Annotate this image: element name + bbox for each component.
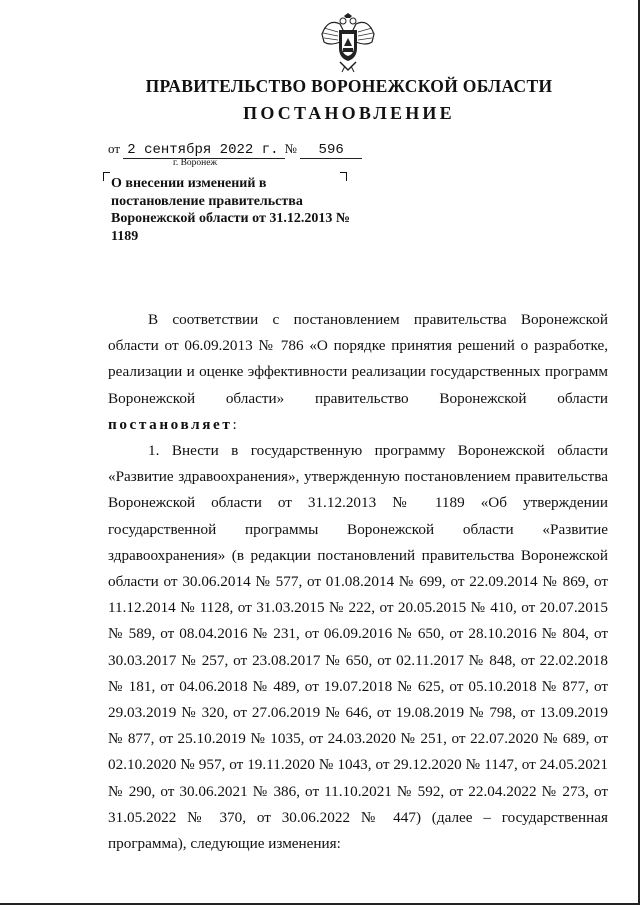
- city: г. Воронеж: [173, 158, 218, 168]
- government-title: ПРАВИТЕЛЬСТВО ВОРОНЕЖСКОЙ ОБЛАСТИ: [145, 76, 553, 96]
- intro-paragraph: [108, 307, 608, 438]
- document-number: 596: [318, 142, 344, 158]
- document-subject: О внесении изменений в постановление правительства Воронежской области от 31.12.2013 № 1189: [111, 176, 350, 244]
- coat-of-arms-icon: [318, 12, 378, 74]
- item-1-paragraph: 1. Внести в государственную программу Воронежской области «Развитие здравоохранения», утвержденную постановлением правительства Воронежской области от 31.12.2013 № 1189 «Об утверждении государственной программы Воронежской области «Развитие здравоохранения» (в редакции постановлений правительства Воронежской области от 30.06.2014 № 577, от 01.08.2014 № 699, от 22.09.2014 № 869, от 11.12.2014 № 1128, от 31.03.2015 № 222, от 20.05.2015 № 410, от 20.07.2015 № 589, от 08.04.2016 № 231, от 06.09.2016 № 650, от 28.10.2016 № 804, от 30.03.2017 № 257, от 23.08.2017 № 650, от 02.11.2017 № 848, от 22.02.2018 № 181, от 04.06.2018 № 489, от 19.07.2018 № 625, от 05.10.2018 № 877, от 29.03.2019 № 320, от 27.06.2019 № 646, от 19.08.2019 № 798, от 13.09.2019 № 877, от 25.10.2019 № 1035, от 24.03.2020 № 251, от 22.07.2020 № 689, от 02.10.2020 № 957, от 19.11.2020 № 1043, от 29.12.2020 № 1147, от 24.05.2021 № 290, от 30.06.2021 № 386, от 11.10.2021 № 592, от 22.04.2022 № 273, от 31.05.2022 № 370, от 30.06.2022 № 447) (далее – государственная программа), следующие изменения:: [108, 442, 608, 853]
- number-prefix: №: [284, 141, 297, 156]
- date-number-line: [108, 141, 362, 159]
- date-prefix: от: [108, 141, 121, 156]
- intro-text: В соответствии с постановлением правительства Воронежской области от 06.09.2013 № 786 «О порядке принятия решений о разработке, реализации и оценке эффективности реализации государственных программ Воронежской области» правительство Воронежской области: [108, 311, 608, 407]
- document-type: ПОСТАНОВЛЕНИЕ: [243, 103, 455, 123]
- subject-bracket-left: [103, 172, 110, 181]
- date-value: 2 сентября 2022 г.: [127, 142, 279, 158]
- document-body: [108, 307, 608, 857]
- decree-colon: :: [232, 415, 237, 433]
- decree-word: постановляет: [108, 415, 233, 433]
